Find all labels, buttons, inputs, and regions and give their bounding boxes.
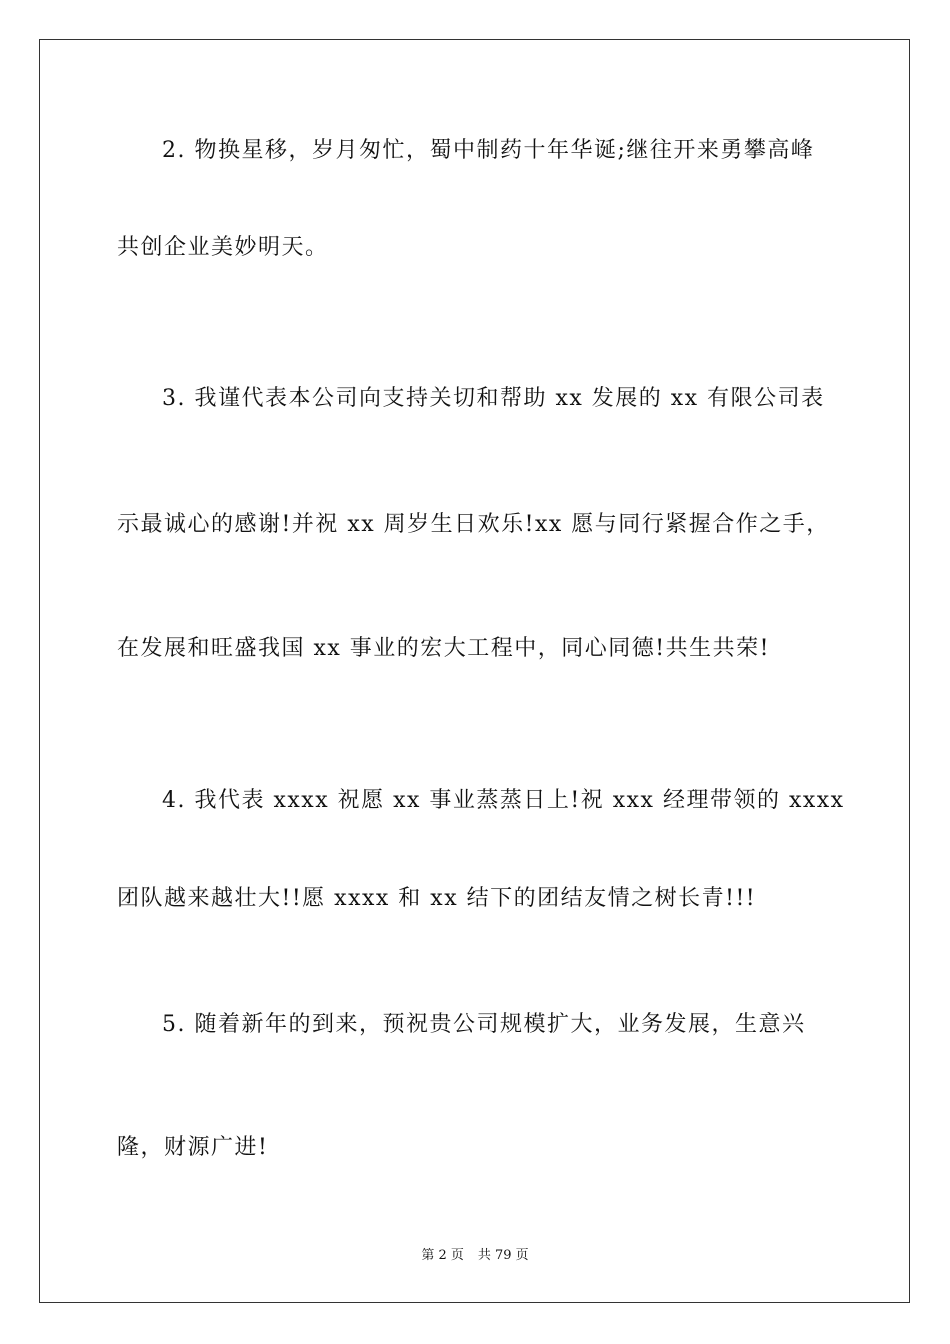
paragraph-4-line-2: 团队越来越壮大!!愿 xxxx 和 xx 结下的团结友情之树长青!!! [117,886,757,911]
page-border [39,39,910,1303]
paragraph-3-line-1: 3. 我谨代表本公司向支持关切和帮助 xx 发展的 xx 有限公司表 [162,386,825,411]
page-footer [0,1247,950,1265]
paragraph-3-line-3: 在发展和旺盛我国 xx 事业的宏大工程中，同心同德!共生共荣! [117,636,770,661]
paragraph-4-line-1: 4. 我代表 xxxx 祝愿 xx 事业蒸蒸日上!祝 xxx 经理带领的 xxxx [162,788,845,813]
paragraph-2-line-1: 2. 物换星移，岁月匆忙，蜀中制药十年华诞;继往开来勇攀高峰 [162,138,815,163]
paragraph-3-line-2: 示最诚心的感谢!并祝 xx 周岁生日欢乐!xx 愿与同行紧握合作之手， [117,512,830,537]
paragraph-5-line-1: 5. 随着新年的到来，预祝贵公司规模扩大，业务发展，生意兴 [162,1012,806,1037]
page-number: 第 2 页 [421,1248,464,1263]
paragraph-5-line-2: 隆，财源广进! [117,1135,269,1160]
page-total: 共 79 页 [477,1248,529,1263]
paragraph-2-line-2: 共创企业美妙明天。 [117,235,329,260]
